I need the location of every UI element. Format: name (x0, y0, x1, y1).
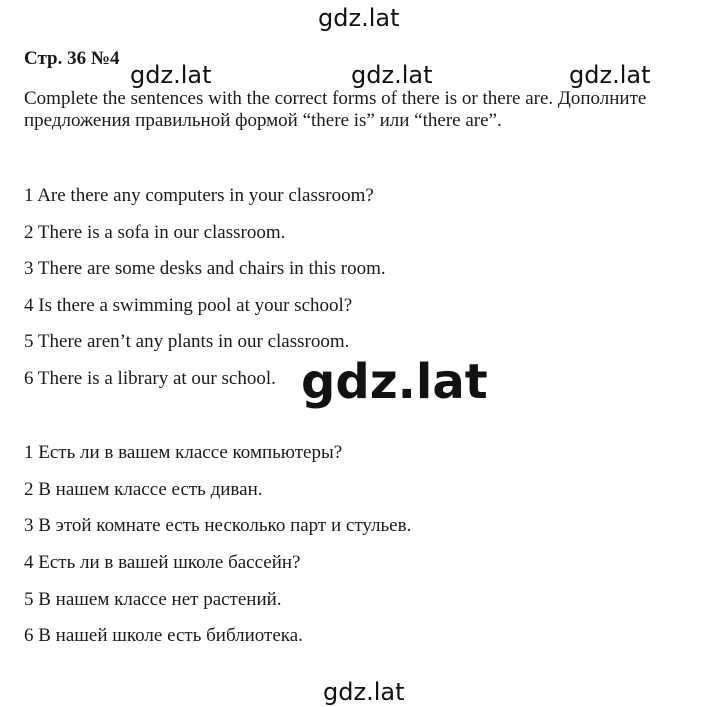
page-title: Стр. 36 №4 (24, 48, 120, 69)
watermark-bottom: gdz.lat (323, 678, 405, 706)
russian-translation-3: 3 В этой комнате есть несколько парт и стульев. (24, 515, 412, 536)
english-answer-4: 4 Is there a swimming pool at your school? (24, 295, 353, 316)
russian-translation-2: 2 В нашем классе есть диван. (24, 479, 263, 500)
watermark-big: gdz.lat (301, 354, 488, 410)
english-answer-6: 6 There is a library at our school. (24, 368, 276, 389)
watermark-row-left: gdz.lat (130, 61, 212, 89)
watermark-top: gdz.lat (318, 4, 400, 32)
task-instructions (24, 88, 714, 132)
english-answer-2: 2 There is a sofa in our classroom. (24, 222, 286, 243)
instructions-line-2: предложения правильной формой “there is” или “there are”. (24, 110, 502, 131)
russian-translation-5: 5 В нашем классе нет растений. (24, 589, 282, 610)
watermark-row-center: gdz.lat (351, 61, 433, 89)
russian-translation-1: 1 Есть ли в вашем классе компьютеры? (24, 442, 343, 463)
instructions-line-1: Complete the sentences with the correct forms of there is or there are. Дополните (24, 88, 647, 109)
russian-translation-4: 4 Есть ли в вашей школе бассейн? (24, 552, 301, 573)
english-answer-1: 1 Are there any computers in your classroom? (24, 185, 374, 206)
english-answer-3: 3 There are some desks and chairs in this room. (24, 258, 386, 279)
watermark-row-right: gdz.lat (569, 61, 651, 89)
english-answer-5: 5 There aren’t any plants in our classroom. (24, 331, 350, 352)
russian-translation-6: 6 В нашей школе есть библиотека. (24, 625, 303, 646)
